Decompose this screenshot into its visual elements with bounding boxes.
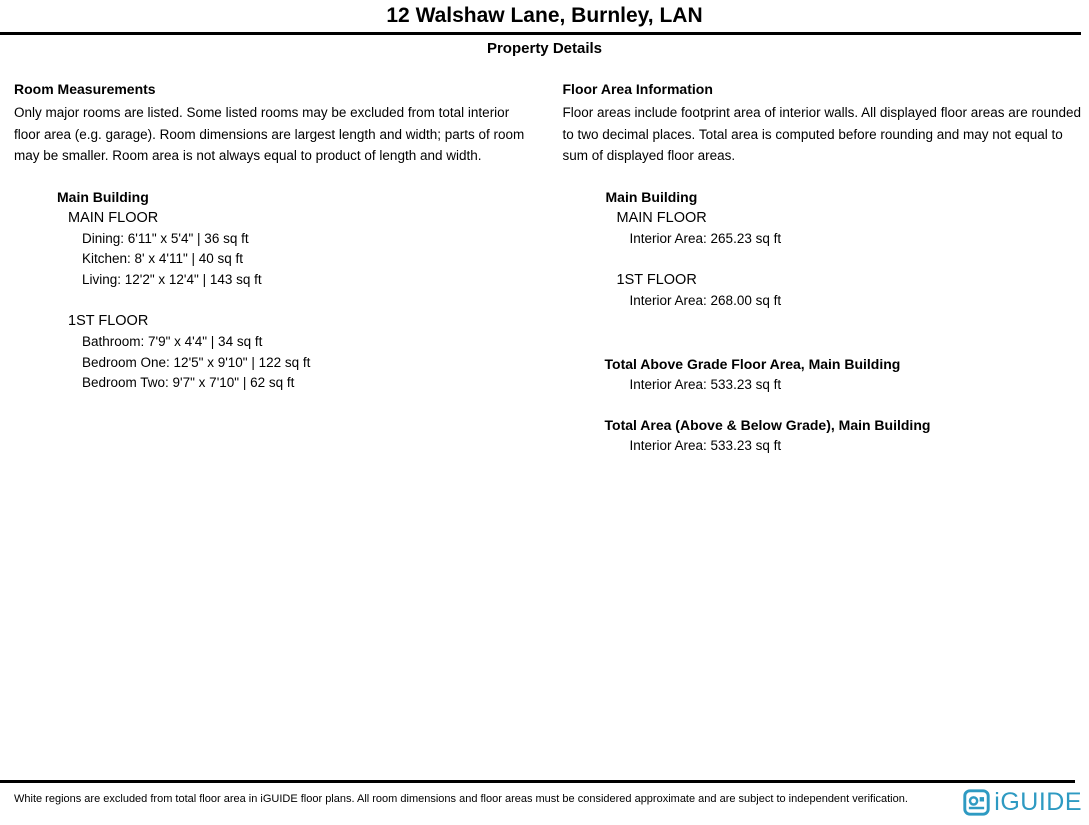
room-measurement: Dining: 6'11" x 5'4" | 36 sq ft xyxy=(82,230,249,246)
floor-1st-floor xyxy=(14,311,545,394)
footer-disclaimer: White regions are excluded from total floor area in iGUIDE floor plans. All room dimensions and floor areas must be considered approximate and are subject to independent verification. xyxy=(14,793,908,805)
room-measurements-section xyxy=(0,81,545,457)
floor-main-floor xyxy=(14,208,545,291)
iguide-logo xyxy=(963,789,1082,816)
floor-name: MAIN FLOOR xyxy=(616,209,707,226)
room-measurements-heading: Room Measurements xyxy=(14,81,156,97)
floor-area-main-floor xyxy=(563,208,1088,250)
room-measurement: Living: 12'2" x 12'4" | 143 sq ft xyxy=(82,271,262,287)
content-columns xyxy=(0,81,1089,457)
floor-area-building xyxy=(563,187,1088,312)
room-measurement: Bedroom One: 12'5" x 9'10" | 122 sq ft xyxy=(82,354,311,370)
page-title: 12 Walshaw Lane, Burnley, LAN xyxy=(386,4,703,27)
floor-area-heading: Floor Area Information xyxy=(562,81,713,97)
footer-divider xyxy=(0,780,1075,783)
page-footer xyxy=(0,780,1089,816)
interior-area-value: Interior Area: 268.00 sq ft xyxy=(629,293,782,308)
iguide-logo-text: iGUIDE xyxy=(994,788,1082,816)
building-name: Main Building xyxy=(57,188,149,205)
page-subtitle: Property Details xyxy=(486,40,603,57)
room-measurement: Kitchen: 8' x 4'11" | 40 sq ft xyxy=(82,251,244,266)
floor-area-description: Floor areas include footprint area of interior walls. All displayed floor areas are rounded to two decimal places. Total area is computed before rounding and may not equal to sum of displayed floor areas. xyxy=(562,105,1082,163)
room-measurements-description: Only major rooms are listed. Some listed rooms may be excluded from total interior floor area (e.g. garage). Room dimensions are largest length and width; parts of room may be smaller. Room area is not always equal to product of length and width. xyxy=(14,105,525,163)
floor-name: 1ST FLOOR xyxy=(68,313,149,329)
total-above-grade-block xyxy=(563,354,1088,396)
total-above-below-grade-block xyxy=(563,415,1088,457)
interior-area-value: Interior Area: 533.23 sq ft xyxy=(629,438,782,453)
room-measurements-building xyxy=(14,187,545,394)
floor-area-1st-floor xyxy=(563,270,1088,312)
room-measurement: Bedroom Two: 9'7" x 7'10" | 62 sq ft xyxy=(82,375,295,390)
iguide-camera-icon xyxy=(963,789,990,816)
building-name: Main Building xyxy=(605,188,698,205)
interior-area-value: Interior Area: 265.23 sq ft xyxy=(629,230,782,246)
total-label: Total Above Grade Floor Area, Main Building xyxy=(604,355,901,372)
total-label: Total Area (Above & Below Grade), Main Building xyxy=(604,417,931,433)
interior-area-value: Interior Area: 533.23 sq ft xyxy=(629,376,782,392)
floor-name: 1ST FLOOR xyxy=(616,272,697,288)
room-measurement: Bathroom: 7'9" x 4'4" | 34 sq ft xyxy=(82,334,263,349)
title-divider xyxy=(0,32,1081,35)
floor-name: MAIN FLOOR xyxy=(68,209,159,226)
floor-area-section xyxy=(545,81,1089,457)
